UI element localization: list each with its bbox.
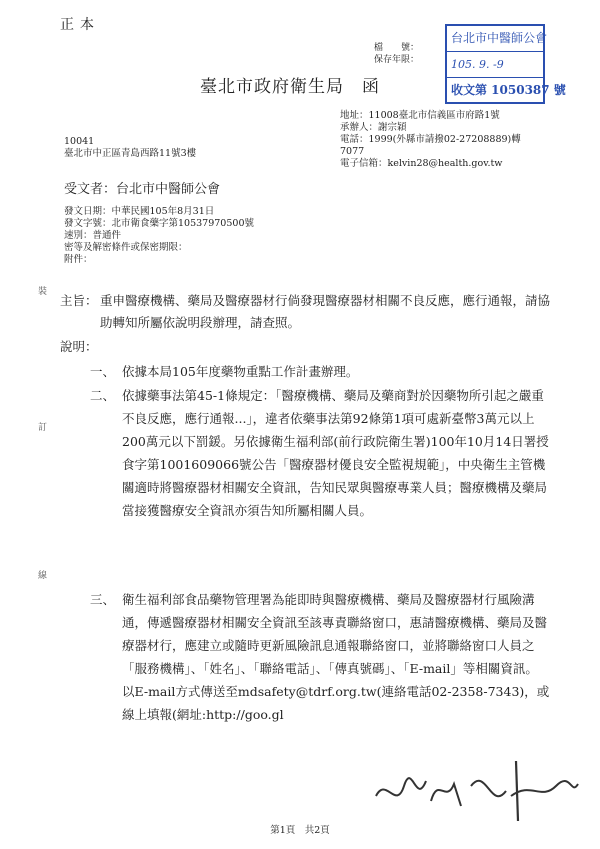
copy-mark: 正本 xyxy=(60,17,100,33)
binding-mark-3: 線 xyxy=(38,571,48,581)
dispatch-number: 發文字號：北市衛食藥字第10537970500號 xyxy=(64,218,254,229)
received-stamp xyxy=(445,24,566,104)
binding-mark-1: 裝 xyxy=(38,287,48,297)
contact-address: 地址：11008臺北市信義區市府路1號 xyxy=(340,110,500,121)
stamp-received-no: 收文第 1050387 號 xyxy=(451,83,566,97)
dispatch-security: 密等及解密條件或保密期限： xyxy=(64,242,188,253)
dispatch-info xyxy=(64,206,254,266)
contact-handler: 承辦人：謝宗穎 xyxy=(340,122,407,133)
item-text: 依據本局105年度藥物重點工作計畫辦理。 xyxy=(122,364,359,379)
subject-text: 重申醫療機構、藥局及醫療器材行倘發現醫療器材相關不良反應，應行通報，請協助轉知所屬依說明段辦理，請查照。 xyxy=(100,293,551,330)
subject-label: 主旨： xyxy=(60,293,98,308)
list-item xyxy=(60,360,550,383)
item-number: 二、 xyxy=(90,388,116,403)
item-number: 一、 xyxy=(90,364,116,379)
contact-email: 電子信箱：kelvin28@health.gov.tw xyxy=(340,158,503,169)
dispatch-date: 發文日期：中華民國105年8月31日 xyxy=(64,206,215,217)
subject xyxy=(60,290,550,334)
list-item xyxy=(60,384,550,522)
recipient: 受文者：台北市中醫師公會 xyxy=(64,182,221,197)
item-text: 衛生福利部食品藥物管理署為能即時與醫療機構、藥局及醫療器材行風險溝通，傳遞醫療器材相關安全資訊至該專責聯絡窗口，惠請醫療機構、藥局及醫療器材行，應建立或隨時更新風險訊息通報聯絡窗口，並將聯絡窗口人員之「服務機構」、「姓名」、「聯絡電話」、「傳真號碼」、「E-mail」等相關資訊。以E-mail方式傳送至mdsafety@tdrf.org.tw(連絡電話02-2358-7343)，或線上填報(網址:http://goo.gl xyxy=(122,592,550,722)
item-number: 三、 xyxy=(90,592,116,607)
list-item xyxy=(60,588,550,726)
stamp-org: 台北市中醫師公會 xyxy=(447,26,543,52)
dispatch-speed: 速別：普通件 xyxy=(64,230,122,241)
handwritten-signature xyxy=(366,756,586,826)
contact-block xyxy=(340,110,540,170)
description-label: 說明： xyxy=(60,339,98,354)
street-address: 臺北市中正區青島西路11號3樓 xyxy=(64,148,197,159)
stamp-date: 105. 9. -9 xyxy=(447,52,543,78)
dispatch-attachment: 附件： xyxy=(64,254,93,265)
page-footer: 第1頁 共2頁 xyxy=(270,825,330,836)
item-text: 依據藥事法第45-1條規定：「醫療機構、藥局及藥商對於因藥物所引起之嚴重不良反應，應行通報...」，違者依藥事法第92條第1項可處新臺幣3萬元以上200萬元以下罰鍰。另依據衛生福利部(前行政院衛生署)100年10月14日署授食字第1001609066號公告「醫療器材優良安全監視規範」，中央衛生主管機關適時將醫療器材相關安全資訊，告知民眾與醫療專業人員；醫療機構及藥局當接獲醫療安全資訊亦須告知所屬相關人員。 xyxy=(122,388,549,518)
retention-label: 保存年限： xyxy=(374,55,420,65)
file-meta xyxy=(374,42,419,66)
binding-mark-2: 訂 xyxy=(38,423,48,433)
recipient-address xyxy=(64,136,196,160)
contact-phone: 電話：1999(外縣市請撥02-27208889)轉7077 xyxy=(340,134,521,157)
file-number-label: 檔 號： xyxy=(374,43,420,53)
postcode: 10041 xyxy=(64,136,95,147)
agency-title: 臺北市政府衛生局 函 xyxy=(200,77,380,97)
